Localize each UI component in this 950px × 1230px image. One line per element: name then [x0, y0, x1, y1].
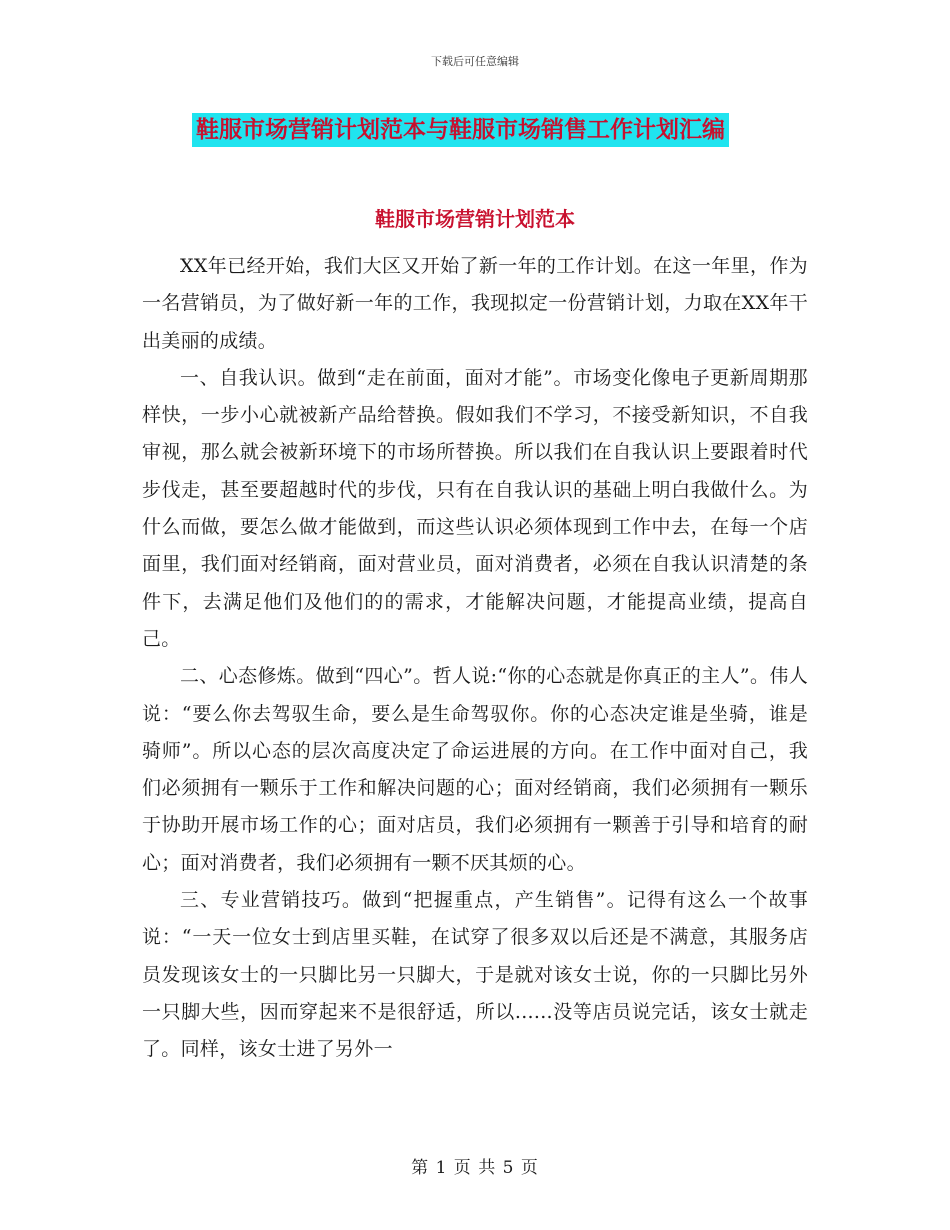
paragraph-sales-skills: 三、专业营销技巧。做到“把握重点，产生销售”。记得有这么一个故事说：“一天一位女士到店里买鞋，在试穿了很多双以后还是不满意，其服务店员发现该女士的一只脚比另一只脚大，于是就对该女士说，你的一只脚比另外一只脚大些，因而穿起来不是很舒适，所以......没等店员说完话，该女士就走了。同样，该女士进了另外一: [142, 889, 808, 1061]
paragraph-mindset: 二、心态修炼。做到“四心”。哲人说:“你的心态就是你真正的主人”。伟人说：“要么你去驾驭生命，要么是生命驾驭你。你的心态决定谁是坐骑，谁是骑师”。所以心态的层次高度决定了命运进展的方向。在工作中面对自己，我们必须拥有一颗乐于工作和解决问题的心；面对经销商，我们必须拥有一颗乐于协助开展市场工作的心；面对店员，我们必须拥有一颗善于引导和培育的耐心；面对消费者，我们必须拥有一颗不厌其烦的心。: [142, 665, 808, 874]
page-number: 第 1 页 共 5 页: [411, 1158, 539, 1178]
document-title: 鞋服市场营销计划范本与鞋服市场销售工作计划汇编: [192, 113, 729, 147]
paragraph-self-awareness: 一、自我认识。做到“走在前面，面对才能”。市场变化像电子更新周期那样快，一步小心就被新产品给替换。假如我们不学习，不接受新知识，不自我审视，那么就会被新环境下的市场所替换。所以我们在自我认识上要跟着时代步伐走，甚至要超越时代的步伐，只有在自我认识的基础上明白我做什么。为什么而做，要怎么做才能做到，而这些认识必须体现到工作中去，在每一个店面里，我们面对经销商，面对营业员，面对消费者，必须在自我认识清楚的条件下，去满足他们及他们的的需求，才能解决问题，才能提高业绩，提高自己。: [142, 366, 808, 650]
section-title: 鞋服市场营销计划范本: [375, 207, 575, 231]
header-note: 下载后可任意编辑: [431, 55, 519, 68]
body-text: [142, 248, 808, 1069]
paragraph-intro: XX年已经开始，我们大区又开始了新一年的工作计划。在这一年里，作为一名营销员，为了做好新一年的工作，我现拟定一份营销计划，力取在XX年干出美丽的成绩。: [142, 255, 808, 352]
